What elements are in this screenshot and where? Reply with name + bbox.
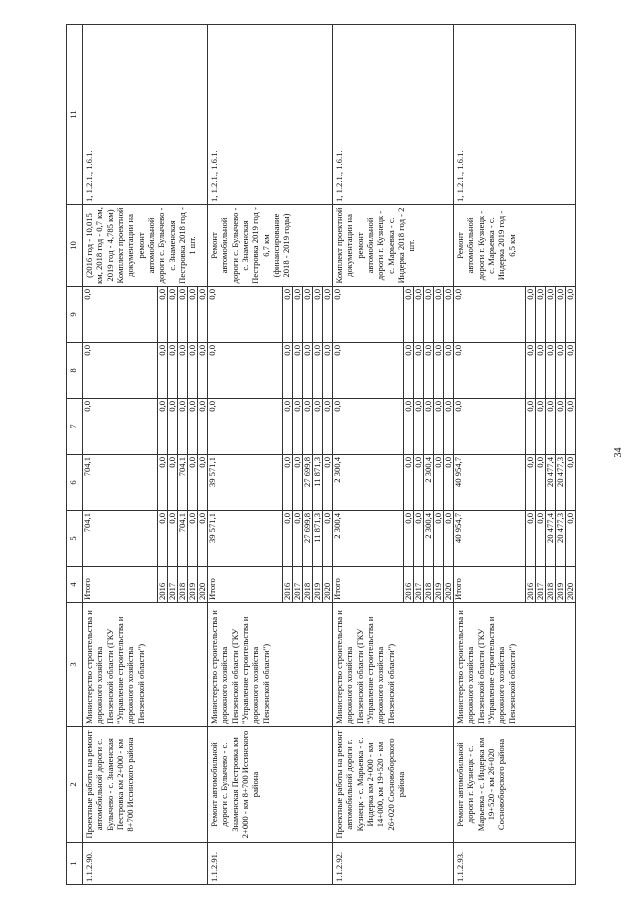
total-funding-cell: 0,0: [198, 511, 208, 567]
other-sources-cell: 0,0: [444, 287, 454, 343]
other-sources-cell: 0,0: [168, 287, 178, 343]
local-budget-cell: 0,0: [556, 343, 566, 399]
measure-code-cell: 1.1.2.92.: [333, 843, 454, 885]
col-header-3: 3: [67, 603, 83, 727]
regional-budget-cell: 20 477,4: [546, 455, 556, 511]
local-budget-cell: 0,0: [293, 343, 303, 399]
federal-budget-cell: 0,0: [434, 399, 444, 455]
total-funding-cell: 27 699,8: [303, 511, 313, 567]
regional-budget-cell: 0,0: [188, 455, 198, 511]
federal-budget-cell: 0,0: [404, 399, 414, 455]
regional-budget-cell: 0,0: [158, 455, 168, 511]
year-cell: 2016: [283, 567, 293, 603]
table-row: [208, 25, 283, 885]
measure-code-cell: 1.1.2.91.: [208, 843, 333, 885]
year-cell: Итого: [333, 567, 404, 603]
local-budget-cell: 0,0: [536, 343, 546, 399]
local-budget-cell: 0,0: [404, 343, 414, 399]
other-sources-cell: 0,0: [158, 287, 168, 343]
year-cell: 2020: [198, 567, 208, 603]
total-funding-cell: 0,0: [158, 511, 168, 567]
result-indicator-cell: Ремонт автомобильной дороги с. Булычево - с. Знаменская Пестровка 2019 год - 6,7 км (финансирование 2018 - 2019 годы): [208, 205, 333, 287]
result-indicator-cell: Комплект проектной документации на ремонт автомобильной дороги г. Кузнецк - с. Марьевка - с. Индерка 2018 год - 2 шт.: [333, 205, 454, 287]
page-number: 34: [613, 447, 624, 458]
other-sources-cell: 0,0: [313, 287, 323, 343]
col-header-9: 9: [67, 287, 83, 343]
federal-budget-cell: 0,0: [313, 399, 323, 455]
federal-budget-cell: 0,0: [83, 399, 158, 455]
federal-budget-cell: 0,0: [424, 399, 434, 455]
local-budget-cell: 0,0: [444, 343, 454, 399]
year-cell: 2016: [526, 567, 536, 603]
total-funding-cell: 2 300,4: [333, 511, 404, 567]
total-funding-cell: 0,0: [526, 511, 536, 567]
federal-budget-cell: 0,0: [323, 399, 333, 455]
other-sources-cell: 0,0: [526, 287, 536, 343]
other-sources-cell: 0,0: [434, 287, 444, 343]
other-sources-cell: 0,0: [293, 287, 303, 343]
total-funding-cell: 39 571,1: [208, 511, 283, 567]
regional-budget-cell: 0,0: [566, 455, 576, 511]
column-number-header-row: [67, 25, 83, 885]
measure-code-cell: 1.1.2.93.: [454, 843, 576, 885]
other-sources-cell: 0,0: [414, 287, 424, 343]
regional-budget-cell: 0,0: [536, 455, 546, 511]
year-cell: 2020: [444, 567, 454, 603]
total-funding-cell: 0,0: [404, 511, 414, 567]
col-header-5: 5: [67, 511, 83, 567]
federal-budget-cell: 0,0: [178, 399, 188, 455]
regional-budget-cell: 704,1: [83, 455, 158, 511]
local-budget-cell: 0,0: [323, 343, 333, 399]
other-sources-cell: 0,0: [404, 287, 414, 343]
total-funding-cell: 0,0: [283, 511, 293, 567]
year-cell: Итого: [83, 567, 158, 603]
total-funding-cell: 0,0: [536, 511, 546, 567]
year-cell: 2019: [188, 567, 198, 603]
goals-cell: 1, 1.2.1., 1.6.1.: [83, 25, 208, 205]
year-cell: 2017: [414, 567, 424, 603]
table-body: [83, 25, 576, 885]
executor-cell: Министерство строительства и дорожного хозяйства Пензенской области (ГКУ "Управление строительства и дорожного хозяйства Пензенской области"): [454, 603, 576, 727]
local-budget-cell: 0,0: [178, 343, 188, 399]
result-indicator-cell: (2016 год - 10,015 км, 2018 год - 0,7 км, 2019 год - 4,785 км) Комплект проектной документации на ремонт автомобильной дороги с. Булычево - с. Знаменская Пестровка 2018 год - 1 шт.: [83, 205, 208, 287]
local-budget-cell: 0,0: [434, 343, 444, 399]
regional-budget-cell: 0,0: [283, 455, 293, 511]
executor-cell: Министерство строительства и дорожного хозяйства Пензенской области (ГКУ "Управление строительства и дорожного хозяйства Пензенской области"): [83, 603, 208, 727]
col-header-10: 10: [67, 205, 83, 287]
other-sources-cell: 0,0: [303, 287, 313, 343]
federal-budget-cell: 0,0: [566, 399, 576, 455]
local-budget-cell: 0,0: [546, 343, 556, 399]
federal-budget-cell: 0,0: [168, 399, 178, 455]
year-cell: 2018: [178, 567, 188, 603]
regional-budget-cell: 0,0: [434, 455, 444, 511]
federal-budget-cell: 0,0: [556, 399, 566, 455]
col-header-7: 7: [67, 399, 83, 455]
local-budget-cell: 0,0: [83, 343, 158, 399]
year-cell: 2019: [434, 567, 444, 603]
col-header-1: 1: [67, 843, 83, 885]
other-sources-cell: 0,0: [536, 287, 546, 343]
regional-budget-cell: 0,0: [168, 455, 178, 511]
local-budget-cell: 0,0: [424, 343, 434, 399]
other-sources-cell: 0,0: [208, 287, 283, 343]
local-budget-cell: 0,0: [168, 343, 178, 399]
regional-budget-cell: 0,0: [404, 455, 414, 511]
measure-name-cell: Проектные работы на ремонт автомобильной дороги с. Булычево - с. Знаменская Пестровка км 2+000 - км 8+700 Иссинского района: [83, 727, 208, 843]
year-cell: 2019: [556, 567, 566, 603]
regional-budget-cell: 11 871,3: [313, 455, 323, 511]
year-cell: 2017: [168, 567, 178, 603]
measure-code-cell: 1.1.2.90.: [83, 843, 208, 885]
federal-budget-cell: 0,0: [414, 399, 424, 455]
total-funding-cell: 0,0: [444, 511, 454, 567]
local-budget-cell: 0,0: [566, 343, 576, 399]
executor-cell: Министерство строительства и дорожного хозяйства Пензенской области (ГКУ "Управление строительства и дорожного хозяйства Пензенской области"): [208, 603, 333, 727]
other-sources-cell: 0,0: [178, 287, 188, 343]
federal-budget-cell: 0,0: [198, 399, 208, 455]
year-cell: 2017: [536, 567, 546, 603]
year-cell: 2016: [158, 567, 168, 603]
year-cell: 2017: [293, 567, 303, 603]
col-header-4: 4: [67, 567, 83, 603]
local-budget-cell: 0,0: [283, 343, 293, 399]
total-funding-cell: 0,0: [566, 511, 576, 567]
other-sources-cell: 0,0: [198, 287, 208, 343]
local-budget-cell: 0,0: [454, 343, 526, 399]
other-sources-cell: 0,0: [556, 287, 566, 343]
federal-budget-cell: 0,0: [444, 399, 454, 455]
year-cell: 2016: [404, 567, 414, 603]
federal-budget-cell: 0,0: [546, 399, 556, 455]
federal-budget-cell: 0,0: [454, 399, 526, 455]
federal-budget-cell: 0,0: [158, 399, 168, 455]
other-sources-cell: 0,0: [566, 287, 576, 343]
year-cell: 2020: [566, 567, 576, 603]
regional-budget-cell: 27 699,8: [303, 455, 313, 511]
measure-name-cell: Проектные работы на ремонт автомобильной дороги г. Кузнецк - с. Марьевка - с. Индерка км 2+000 - км 14+000, км 19+520 - км 26+020 Сосновоборского района: [333, 727, 454, 843]
measure-name-cell: Ремонт автомобильной дороги с. Булычево - с. Знаменская Пестровка км 2+000 - км 8+700 Иссинского района: [208, 727, 333, 843]
total-funding-cell: 20 477,3: [556, 511, 566, 567]
local-budget-cell: 0,0: [303, 343, 313, 399]
local-budget-cell: 0,0: [526, 343, 536, 399]
regional-budget-cell: 0,0: [198, 455, 208, 511]
total-funding-cell: 0,0: [168, 511, 178, 567]
col-header-11: 11: [67, 25, 83, 205]
other-sources-cell: 0,0: [333, 287, 404, 343]
regional-budget-cell: 704,1: [178, 455, 188, 511]
other-sources-cell: 0,0: [546, 287, 556, 343]
regional-budget-cell: 0,0: [526, 455, 536, 511]
goals-cell: 1, 1.2.1., 1.6.1.: [208, 25, 333, 205]
total-funding-cell: 704,1: [83, 511, 158, 567]
federal-budget-cell: 0,0: [333, 399, 404, 455]
local-budget-cell: 0,0: [198, 343, 208, 399]
other-sources-cell: 0,0: [83, 287, 158, 343]
goals-cell: 1, 1.2.1., 1.6.1.: [454, 25, 576, 205]
table-row: [333, 25, 404, 885]
executor-cell: Министерство строительства и дорожного хозяйства Пензенской области (ГКУ "Управление строительства и дорожного хозяйства Пензенской области"): [333, 603, 454, 727]
table-row: [83, 25, 158, 885]
federal-budget-cell: 0,0: [536, 399, 546, 455]
total-funding-cell: 0,0: [293, 511, 303, 567]
measure-name-cell: Ремонт автомобильной дороги г. Кузнецк - с. Марьевка - с. Индерка км 19+520 - км 26+020 Сосновоборского района: [454, 727, 576, 843]
other-sources-cell: 0,0: [188, 287, 198, 343]
federal-budget-cell: 0,0: [188, 399, 198, 455]
local-budget-cell: 0,0: [158, 343, 168, 399]
other-sources-cell: 0,0: [323, 287, 333, 343]
year-cell: 2020: [323, 567, 333, 603]
regional-budget-cell: 39 571,1: [208, 455, 283, 511]
total-funding-cell: 0,0: [434, 511, 444, 567]
year-cell: 2018: [546, 567, 556, 603]
local-budget-cell: 0,0: [414, 343, 424, 399]
goals-cell: 1, 1.2.1., 1.6.1.: [333, 25, 454, 205]
regional-budget-cell: 0,0: [414, 455, 424, 511]
other-sources-cell: 0,0: [424, 287, 434, 343]
year-cell: 2018: [424, 567, 434, 603]
total-funding-cell: 0,0: [323, 511, 333, 567]
regional-budget-cell: 0,0: [444, 455, 454, 511]
col-header-6: 6: [67, 455, 83, 511]
regional-budget-cell: 2 300,4: [424, 455, 434, 511]
program-measures-table: [66, 24, 576, 885]
regional-budget-cell: 40 954,7: [454, 455, 526, 511]
col-header-8: 8: [67, 343, 83, 399]
federal-budget-cell: 0,0: [303, 399, 313, 455]
regional-budget-cell: 0,0: [293, 455, 303, 511]
regional-budget-cell: 20 477,3: [556, 455, 566, 511]
col-header-2: 2: [67, 727, 83, 843]
federal-budget-cell: 0,0: [526, 399, 536, 455]
table-row: [454, 25, 526, 885]
federal-budget-cell: 0,0: [293, 399, 303, 455]
total-funding-cell: 0,0: [414, 511, 424, 567]
local-budget-cell: 0,0: [208, 343, 283, 399]
result-indicator-cell: Ремонт автомобильной дороги г. Кузнецк - с. Марьевка - с. Индерка 2019 год - 6,5 км: [454, 205, 576, 287]
local-budget-cell: 0,0: [313, 343, 323, 399]
year-cell: 2019: [313, 567, 323, 603]
year-cell: Итого: [454, 567, 526, 603]
total-funding-cell: 40 954,7: [454, 511, 526, 567]
federal-budget-cell: 0,0: [283, 399, 293, 455]
total-funding-cell: 0,0: [188, 511, 198, 567]
regional-budget-cell: 2 300,4: [333, 455, 404, 511]
other-sources-cell: 0,0: [454, 287, 526, 343]
year-cell: Итого: [208, 567, 283, 603]
year-cell: 2018: [303, 567, 313, 603]
other-sources-cell: 0,0: [283, 287, 293, 343]
regional-budget-cell: 0,0: [323, 455, 333, 511]
total-funding-cell: 11 871,3: [313, 511, 323, 567]
total-funding-cell: 2 300,4: [424, 511, 434, 567]
total-funding-cell: 20 477,4: [546, 511, 556, 567]
local-budget-cell: 0,0: [333, 343, 404, 399]
local-budget-cell: 0,0: [188, 343, 198, 399]
federal-budget-cell: 0,0: [208, 399, 283, 455]
total-funding-cell: 704,1: [178, 511, 188, 567]
